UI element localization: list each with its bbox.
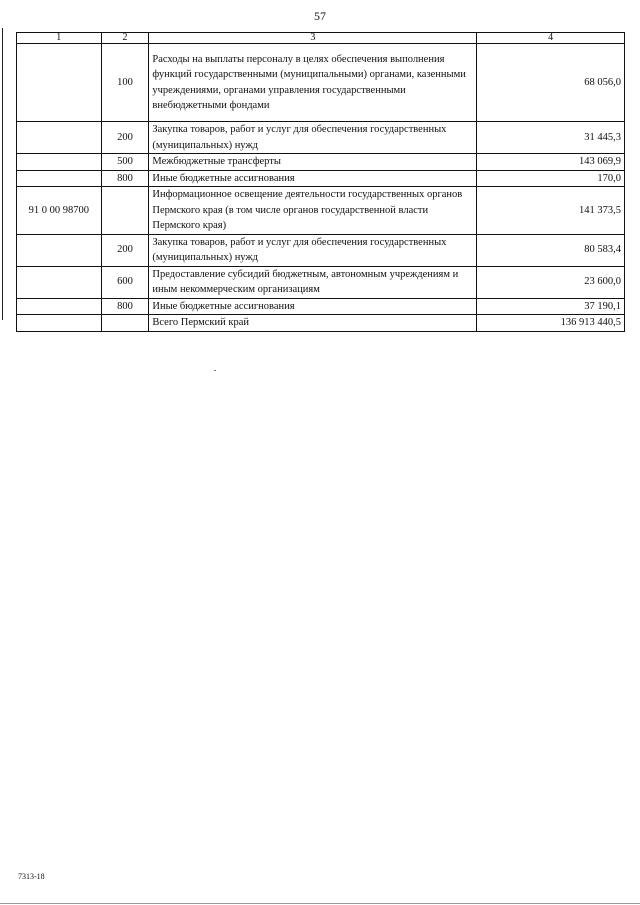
expense-type-cell: 200 xyxy=(101,234,149,266)
table-row xyxy=(17,266,625,298)
target-code-cell xyxy=(17,122,102,154)
table-row xyxy=(17,315,625,332)
target-code-cell xyxy=(17,315,102,332)
expense-type-cell: 200 xyxy=(101,122,149,154)
amount-cell: 170,0 xyxy=(477,170,625,187)
scan-speck xyxy=(214,370,216,371)
budget-table xyxy=(16,32,625,332)
amount-cell: 80 583,4 xyxy=(477,234,625,266)
target-code-cell xyxy=(17,170,102,187)
page-number: 57 xyxy=(314,9,326,23)
target-code-cell xyxy=(17,234,102,266)
table-row xyxy=(17,170,625,187)
amount-cell: 141 373,5 xyxy=(477,187,625,235)
expense-type-cell: 500 xyxy=(101,154,149,171)
expense-type-cell: 100 xyxy=(101,44,149,122)
table-row xyxy=(17,154,625,171)
header-col-4: 4 xyxy=(477,33,625,44)
table-row xyxy=(17,234,625,266)
total-amount-cell: 136 913 440,5 xyxy=(477,315,625,332)
amount-cell: 68 056,0 xyxy=(477,44,625,122)
name-cell: Закупка товаров, работ и услуг для обеспечения государственных (муниципальных) нужд xyxy=(149,122,477,154)
total-label-cell: Всего Пермский край xyxy=(149,315,477,332)
amount-cell: 23 600,0 xyxy=(477,266,625,298)
expense-type-cell: 600 xyxy=(101,266,149,298)
target-code-cell xyxy=(17,154,102,171)
target-code-cell xyxy=(17,44,102,122)
name-cell: Предоставление субсидий бюджетным, автономным учреждениям и иным некоммерческим организациям xyxy=(149,266,477,298)
name-cell: Межбюджетные трансферты xyxy=(149,154,477,171)
amount-cell: 143 069,9 xyxy=(477,154,625,171)
target-code-cell xyxy=(17,298,102,315)
target-code-cell: 91 0 00 98700 xyxy=(17,187,102,235)
amount-cell: 31 445,3 xyxy=(477,122,625,154)
table-row xyxy=(17,122,625,154)
scan-left-edge xyxy=(2,28,3,320)
name-cell: Расходы на выплаты персоналу в целях обеспечения выполнения функций государственными (муниципальными) органами, казенными учреждениями, органами управления государственными внебюджетными фондами xyxy=(149,44,477,122)
name-cell: Информационное освещение деятельности государственных органов Пермского края (в том числе органов государственной власти Пермского края) xyxy=(149,187,477,235)
target-code-cell xyxy=(17,266,102,298)
expense-type-cell xyxy=(101,187,149,235)
header-col-3: 3 xyxy=(149,33,477,44)
header-col-2: 2 xyxy=(101,33,149,44)
document-code: 7313-18 xyxy=(18,872,45,881)
name-cell: Закупка товаров, работ и услуг для обеспечения государственных (муниципальных) нужд xyxy=(149,234,477,266)
expense-type-cell xyxy=(101,315,149,332)
table-row xyxy=(17,187,625,235)
table-row xyxy=(17,298,625,315)
header-col-1: 1 xyxy=(17,33,102,44)
table-header-row xyxy=(17,33,625,44)
scan-bottom-edge xyxy=(0,903,640,904)
amount-cell: 37 190,1 xyxy=(477,298,625,315)
name-cell: Иные бюджетные ассигнования xyxy=(149,170,477,187)
expense-type-cell: 800 xyxy=(101,298,149,315)
name-cell: Иные бюджетные ассигнования xyxy=(149,298,477,315)
expense-type-cell: 800 xyxy=(101,170,149,187)
table-row xyxy=(17,44,625,122)
